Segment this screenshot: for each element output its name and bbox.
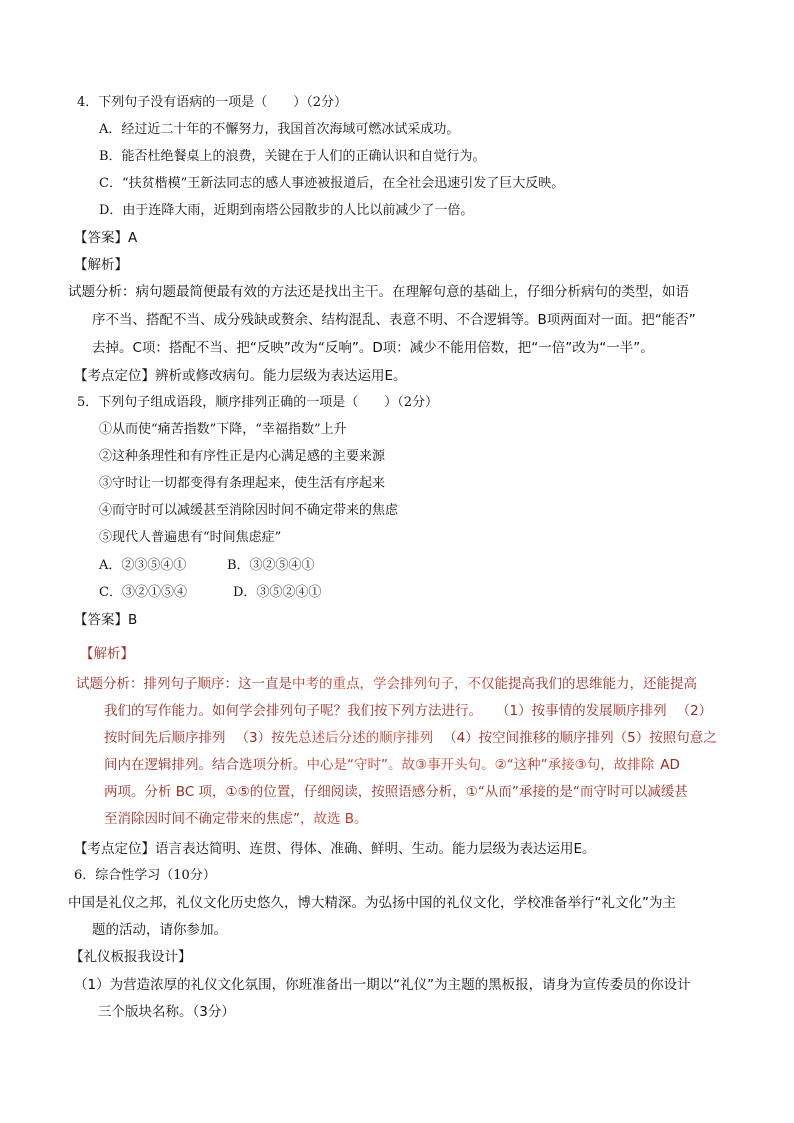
q4-answer: 【答案】A: [74, 230, 138, 246]
q6-task-line: （1）为营造浓厚的礼仪文化氛围，你班准备出一期以“礼仪”为主题的黑板报，请身为宣传委员的你设计: [74, 977, 691, 993]
q5-analysis-line-1: [76, 675, 697, 693]
q5-analysis-text: （3）按先: [235, 730, 299, 746]
q6-intro-line: 题的活动，请你参加。: [92, 922, 227, 938]
q6-task-line: 三个版块名称。（3分）: [98, 1004, 235, 1020]
q5-sentence: ④而守时可以减缓甚至消除因时间不确定带来的焦虑: [99, 503, 399, 518]
q5-option-b: B．③②⑤④①: [227, 558, 315, 573]
q4-analysis-line: 序不当、搭配不当、成分残缺或赘余、结构混乱、表意不明、不合逻辑等。B项两面对一面。把“能否”: [92, 312, 696, 328]
q5-analysis-line-6: [104, 810, 368, 828]
q5-analysis-text: 中心是“守时”。故③事开头句。②“这种”承接③句，故排除: [306, 757, 655, 773]
q4-analysis-line: 试题分析：病句题最简便最有效的方法还是找出主干。在理解句意的基础上，仔细分析病句的类型，如语: [68, 284, 689, 300]
q5-analysis-text: （4）按空间推移的顺序排列（5）按照句意之: [443, 730, 717, 746]
q4-option-c: C．“扶贫楷模”王新法同志的感人事迹被报道后，在全社会迅速引发了巨大反映。: [99, 176, 565, 191]
q5-analysis-text: 按时间先后顺序排列: [104, 730, 226, 746]
q5-stem: 5．下列句子组成语段，顺序排列正确的一项是（ ）（2分）: [77, 395, 439, 410]
q5-sentence: ②这种条理性和有序性正是内心满足感的主要来源: [99, 449, 386, 464]
q4-option-d: D．由于连降大雨，近期到南塔公园散步的人比以前减少了一倍。: [99, 203, 474, 218]
q5-sentence: ③守时让一切都变得有条理起来，使生活有序起来: [99, 476, 386, 491]
q5-option-a: A．②③⑤④①: [99, 558, 187, 573]
q4-stem: 4．下列句子没有语病的一项是（ ）（2分）: [77, 95, 348, 110]
q5-analysis-text: 至消除因时间不确定带来的焦虑”: [104, 811, 300, 827]
q5-sentence: ⑤现代人普遍患有“时间焦虑症”: [99, 530, 282, 545]
q5-analysis-line-5: 两项。分析 BC 项，①⑤的位置，仔细阅读，按照语感分析，①“从而”承接的是“而守时可以减缓甚: [104, 784, 688, 800]
q6-stem: 6．综合性学习（10分）: [74, 868, 216, 883]
q5-option-c: C．③②①⑤④: [99, 585, 187, 600]
q5-answer: 【答案】B: [74, 612, 138, 628]
q5-analysis-text: 试题分析：排列句子顺序：这一直是: [76, 676, 292, 692]
q5-analysis-text: 中考的重点，学会排列句子，不仅: [292, 676, 495, 692]
q4-knowledge-point: 【考点定位】辨析或修改病句。能力层级为表达运用E。: [74, 368, 407, 384]
q5-analysis-text: 我们的写作能力。如何学会排列句子呢？我们按下列方法进行。: [104, 703, 482, 719]
q4-option-a: A．经过近二十年的不懈努力，我国首次海域可燃冰试采成功。: [99, 122, 460, 137]
q5-analysis-text: AD: [660, 757, 680, 773]
q5-analysis-text: ，故选 B。: [300, 811, 368, 827]
q5-option-d: D．③⑤②④①: [233, 585, 322, 600]
q4-analysis-label: 【解析】: [74, 257, 128, 273]
q5-knowledge-point: 【考点定位】语言表达简明、连贯、得体、准确、鲜明、生动。能力层级为表达运用E。: [74, 841, 596, 857]
q5-analysis-line-3: [104, 729, 717, 747]
q5-analysis-line-4: [104, 756, 680, 774]
q5-sentence: ①从而使“痛苦指数”下降，“幸福指数”上升: [99, 422, 347, 437]
q5-analysis-text: （2）: [676, 703, 713, 719]
q5-analysis-text: 间内在逻辑排列。结合选项分析。: [104, 757, 307, 773]
q5-analysis-label: 【解析】: [80, 646, 134, 662]
q5-analysis-text: 总述后分述的顺序排列: [298, 730, 434, 746]
q5-analysis-text: 能提高我们的思维能力，还能提高: [494, 676, 697, 692]
q6-intro-line: 中国是礼仪之邦，礼仪文化历史悠久，博大精深。为弘扬中国的礼仪文化，学校准备举行“礼文化”为主: [68, 895, 676, 911]
q4-analysis-line: 去掉。C项：搭配不当、把“反映”改为“反响”。D项：减少不能用倍数，把“一倍”改为“一半”。: [92, 340, 654, 356]
q6-section-label: 【礼仪板报我设计】: [70, 949, 192, 965]
q5-analysis-text: （1）按事情的发展顺序排列: [496, 703, 667, 719]
q4-option-b: B．能否杜绝餐桌上的浪费，关键在于人们的正确认识和自觉行为。: [99, 149, 486, 164]
q5-analysis-line-2: [104, 702, 712, 720]
